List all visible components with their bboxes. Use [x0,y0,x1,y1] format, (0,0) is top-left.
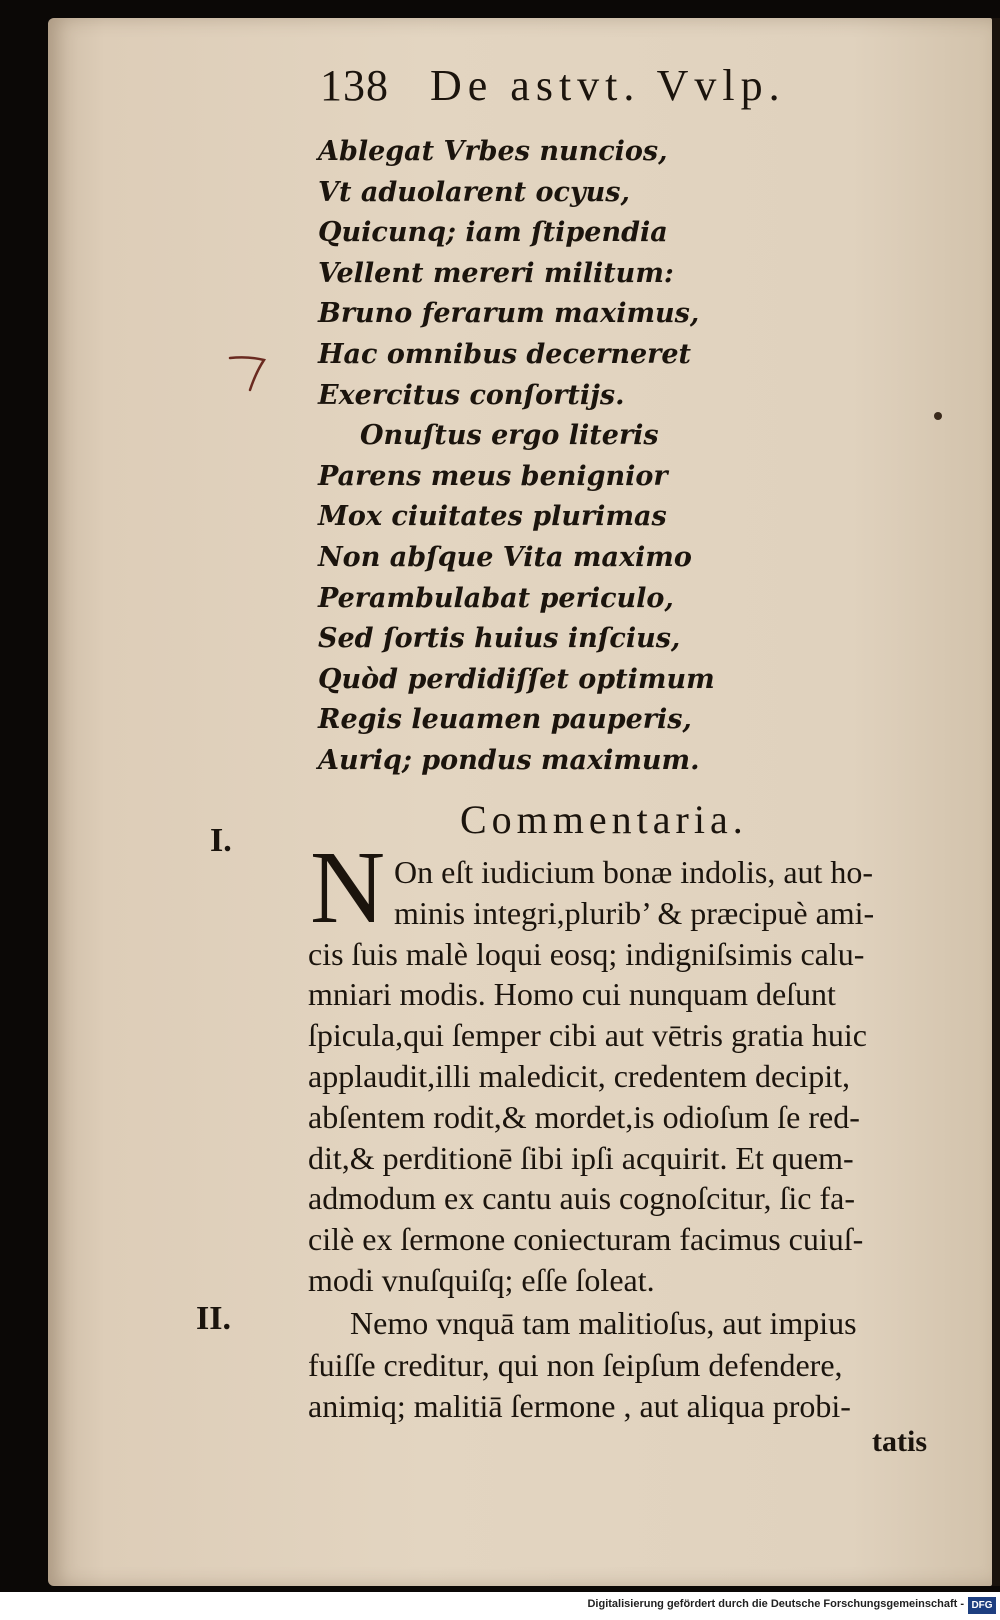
dfg-logo[interactable]: DFG [968,1597,996,1614]
catchword: tatis [872,1425,927,1458]
text-line: On eſt iudicium bonæ indolis, aut ho- [394,854,874,890]
poem [318,132,738,782]
page-edge [992,18,1000,1586]
text-line: Nemo vnquā tam malitioſus, aut impius [350,1305,857,1341]
drop-cap: N [310,830,386,945]
text-line: admodum ex cantu auis cognoſcitur, ſic fa- [308,1180,855,1217]
verse-line: Quòd perdidiſſet optimum [318,663,715,695]
verse-line: Parens meus benignior [318,460,668,492]
text-line: fuiſſe creditur, qui non ſeipſum defendere, [308,1346,843,1383]
commentary-heading: Commentaria. [460,797,748,842]
text-line: cis ſuis malè loqui eosq; indigniſsimis calu- [308,935,865,972]
page-number: 138 [320,61,389,110]
verse-line: Onuſtus ergo literis [360,420,659,452]
text-line: dit,& perditionē ſibi ipſi acquirit. Et quem- [308,1139,854,1176]
commentary-paragraph-2 [308,1303,948,1428]
verse-line: Quicunq; iam ſtipendia [318,217,668,249]
verse-line: Non abſque Vita maximo [318,541,692,573]
verse-line: Vellent mereri militum: [318,257,674,289]
verse-line: Bruno ferarum maximus, [318,298,700,330]
verse-line: Ablegat Vrbes nuncios, [318,136,668,167]
section-numeral: II. [196,1300,231,1337]
running-head [320,60,880,120]
verse-line: Regis leuamen pauperis, [318,704,692,736]
verse-line: Sed ſortis huius inſcius, [318,623,681,655]
text-line: applaudit,illi maledicit, credentem decipit, [308,1057,851,1094]
section-numeral: I. [210,822,232,859]
funding-credit: Digitalisierung gefördert durch die Deutsche Forschungsgemeinschaft - [587,1598,964,1610]
text-line: ſpicula,qui ſemper cibi aut vētris gratia huic [308,1017,867,1054]
running-title: De astvt. Vvlp. [430,61,786,110]
text-line: modi vnuſquiſq; eſſe ſoleat. [308,1261,655,1298]
text-line: cilè ex ſermone coniecturam facimus cuiuſ- [308,1221,864,1258]
text-line: animiq; malitiā ſermone , aut aliqua probi- [308,1388,851,1424]
commentary-paragraph-1 [308,852,948,1301]
verse-line: Hac omnibus decerneret [318,338,692,370]
footer-bar [0,1592,1000,1620]
text-line: minis integri,plurib’ & præcipuè ami- [394,894,875,931]
verse-line: Exercitus conſortijs. [318,379,625,411]
verse-line: Perambulabat periculo, [318,582,674,614]
text-line: abſentem rodit,& mordet,is odioſum ſe red- [308,1098,860,1135]
text-line: mniari modis. Homo cui nunquam deſunt [308,976,836,1013]
margin-annotation-mark [228,354,276,394]
verse-line: Vt aduolarent ocyus, [318,176,630,208]
verse-line: Mox ciuitates plurimas [318,501,667,533]
paper-speck [934,412,942,420]
verse-line: Auriq; pondus maximum. [318,744,700,776]
